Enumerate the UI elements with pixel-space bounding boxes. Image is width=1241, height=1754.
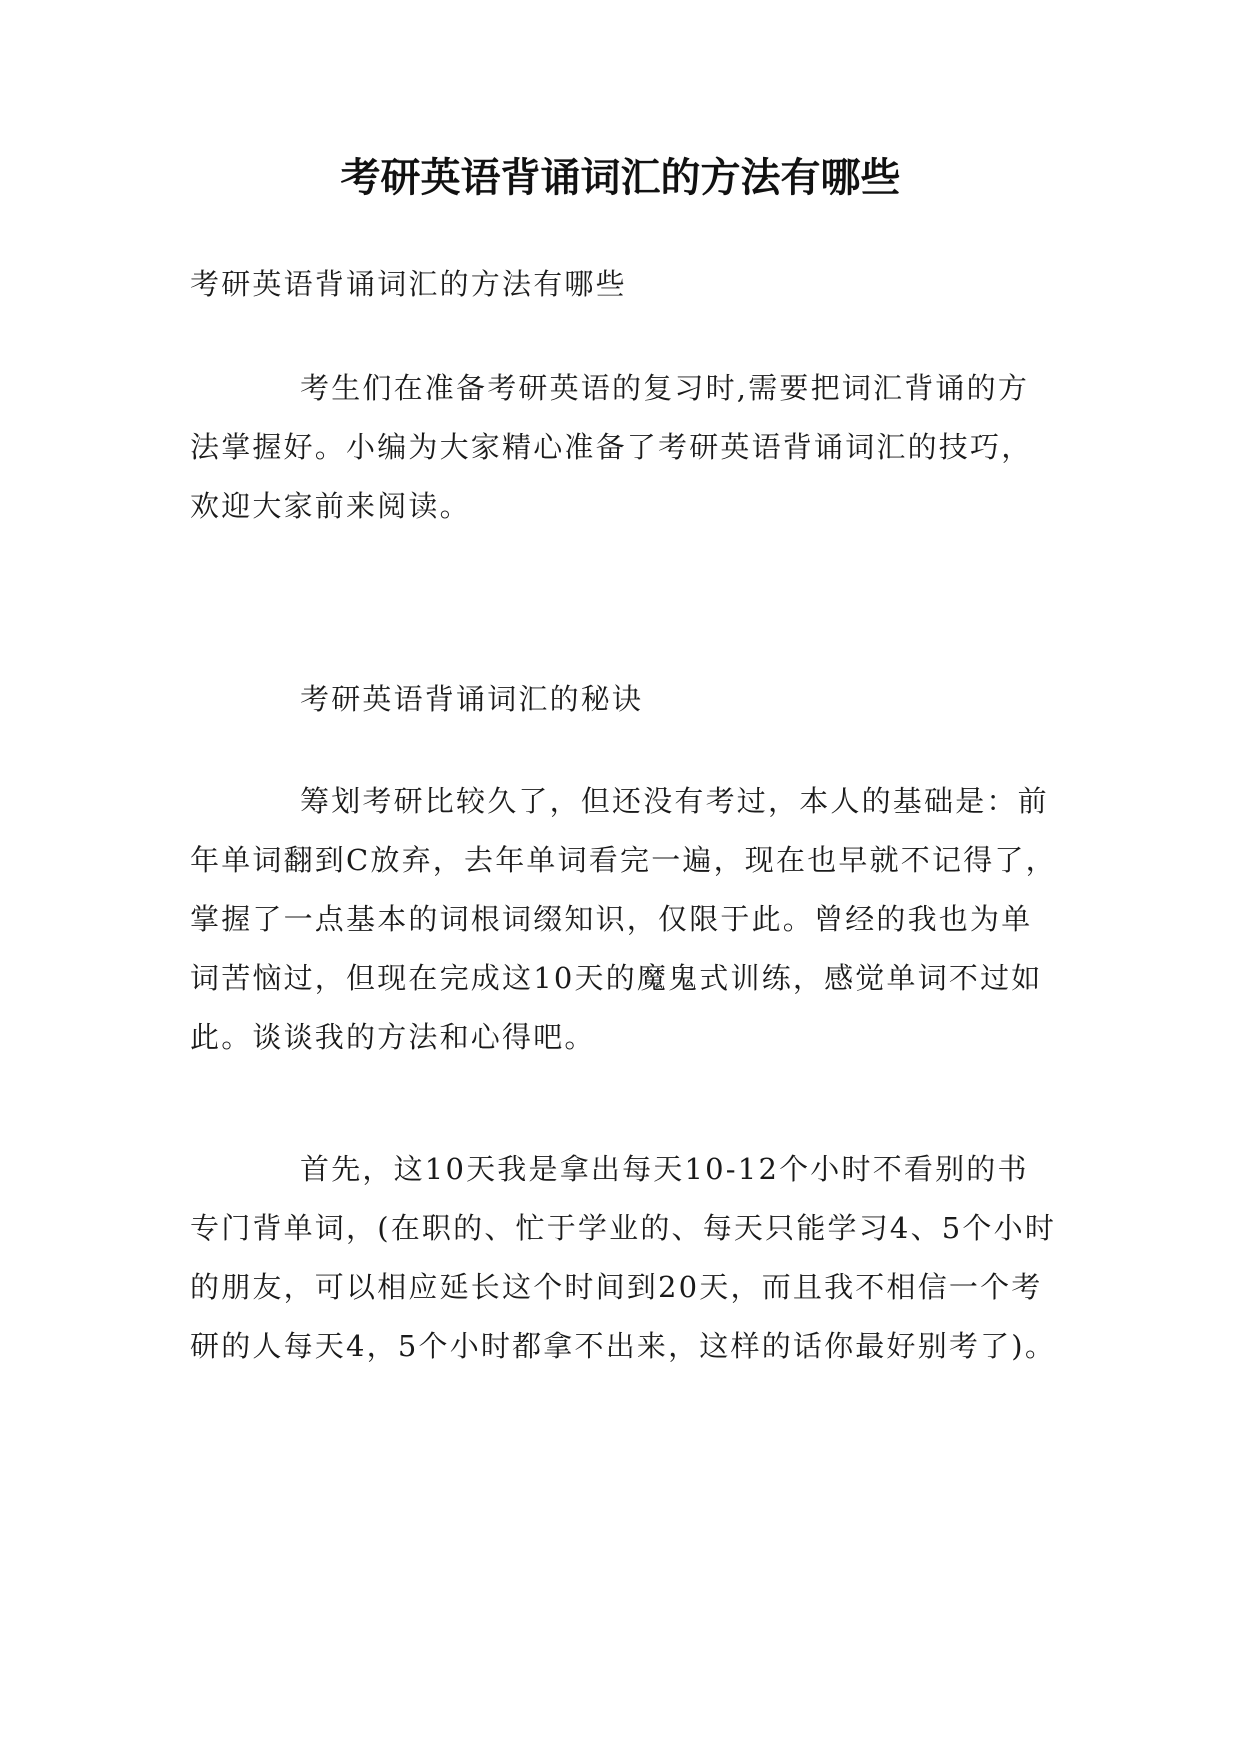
document-title: 考研英语背诵词汇的方法有哪些	[340, 154, 901, 201]
body-paragraph-1: 筹划考研比较久了，但还没有考过，本人的基础是：前年单词翻到C放弃，去年单词看完一遍，现在也早就不记得了，掌握了一点基本的词根词缀知识，仅限于此。曾经的我也为单词苦恼过，但现在完成这10天的魔鬼式训练，感觉单词不过如此。谈谈我的方法和心得吧。	[190, 784, 1057, 1054]
document-subtitle: 考研英语背诵词汇的方法有哪些	[190, 267, 627, 301]
body-paragraph-2: 首先，这10天我是拿出每天10-12个小时不看别的书专门背单词，(在职的、忙于学业的、每天只能学习4、5个小时的朋友，可以相应延长这个时间到20天，而且我不相信一个考研的人每天4，5个小时都拿不出来，这样的话你最好别考了)。	[190, 1152, 1057, 1363]
section-heading: 考研英语背诵词汇的秘诀	[300, 682, 644, 716]
intro-paragraph: 考生们在准备考研英语的复习时,需要把词汇背诵的方法掌握好。小编为大家精心准备了考研英语背诵词汇的技巧，欢迎大家前来阅读。	[190, 371, 1033, 523]
